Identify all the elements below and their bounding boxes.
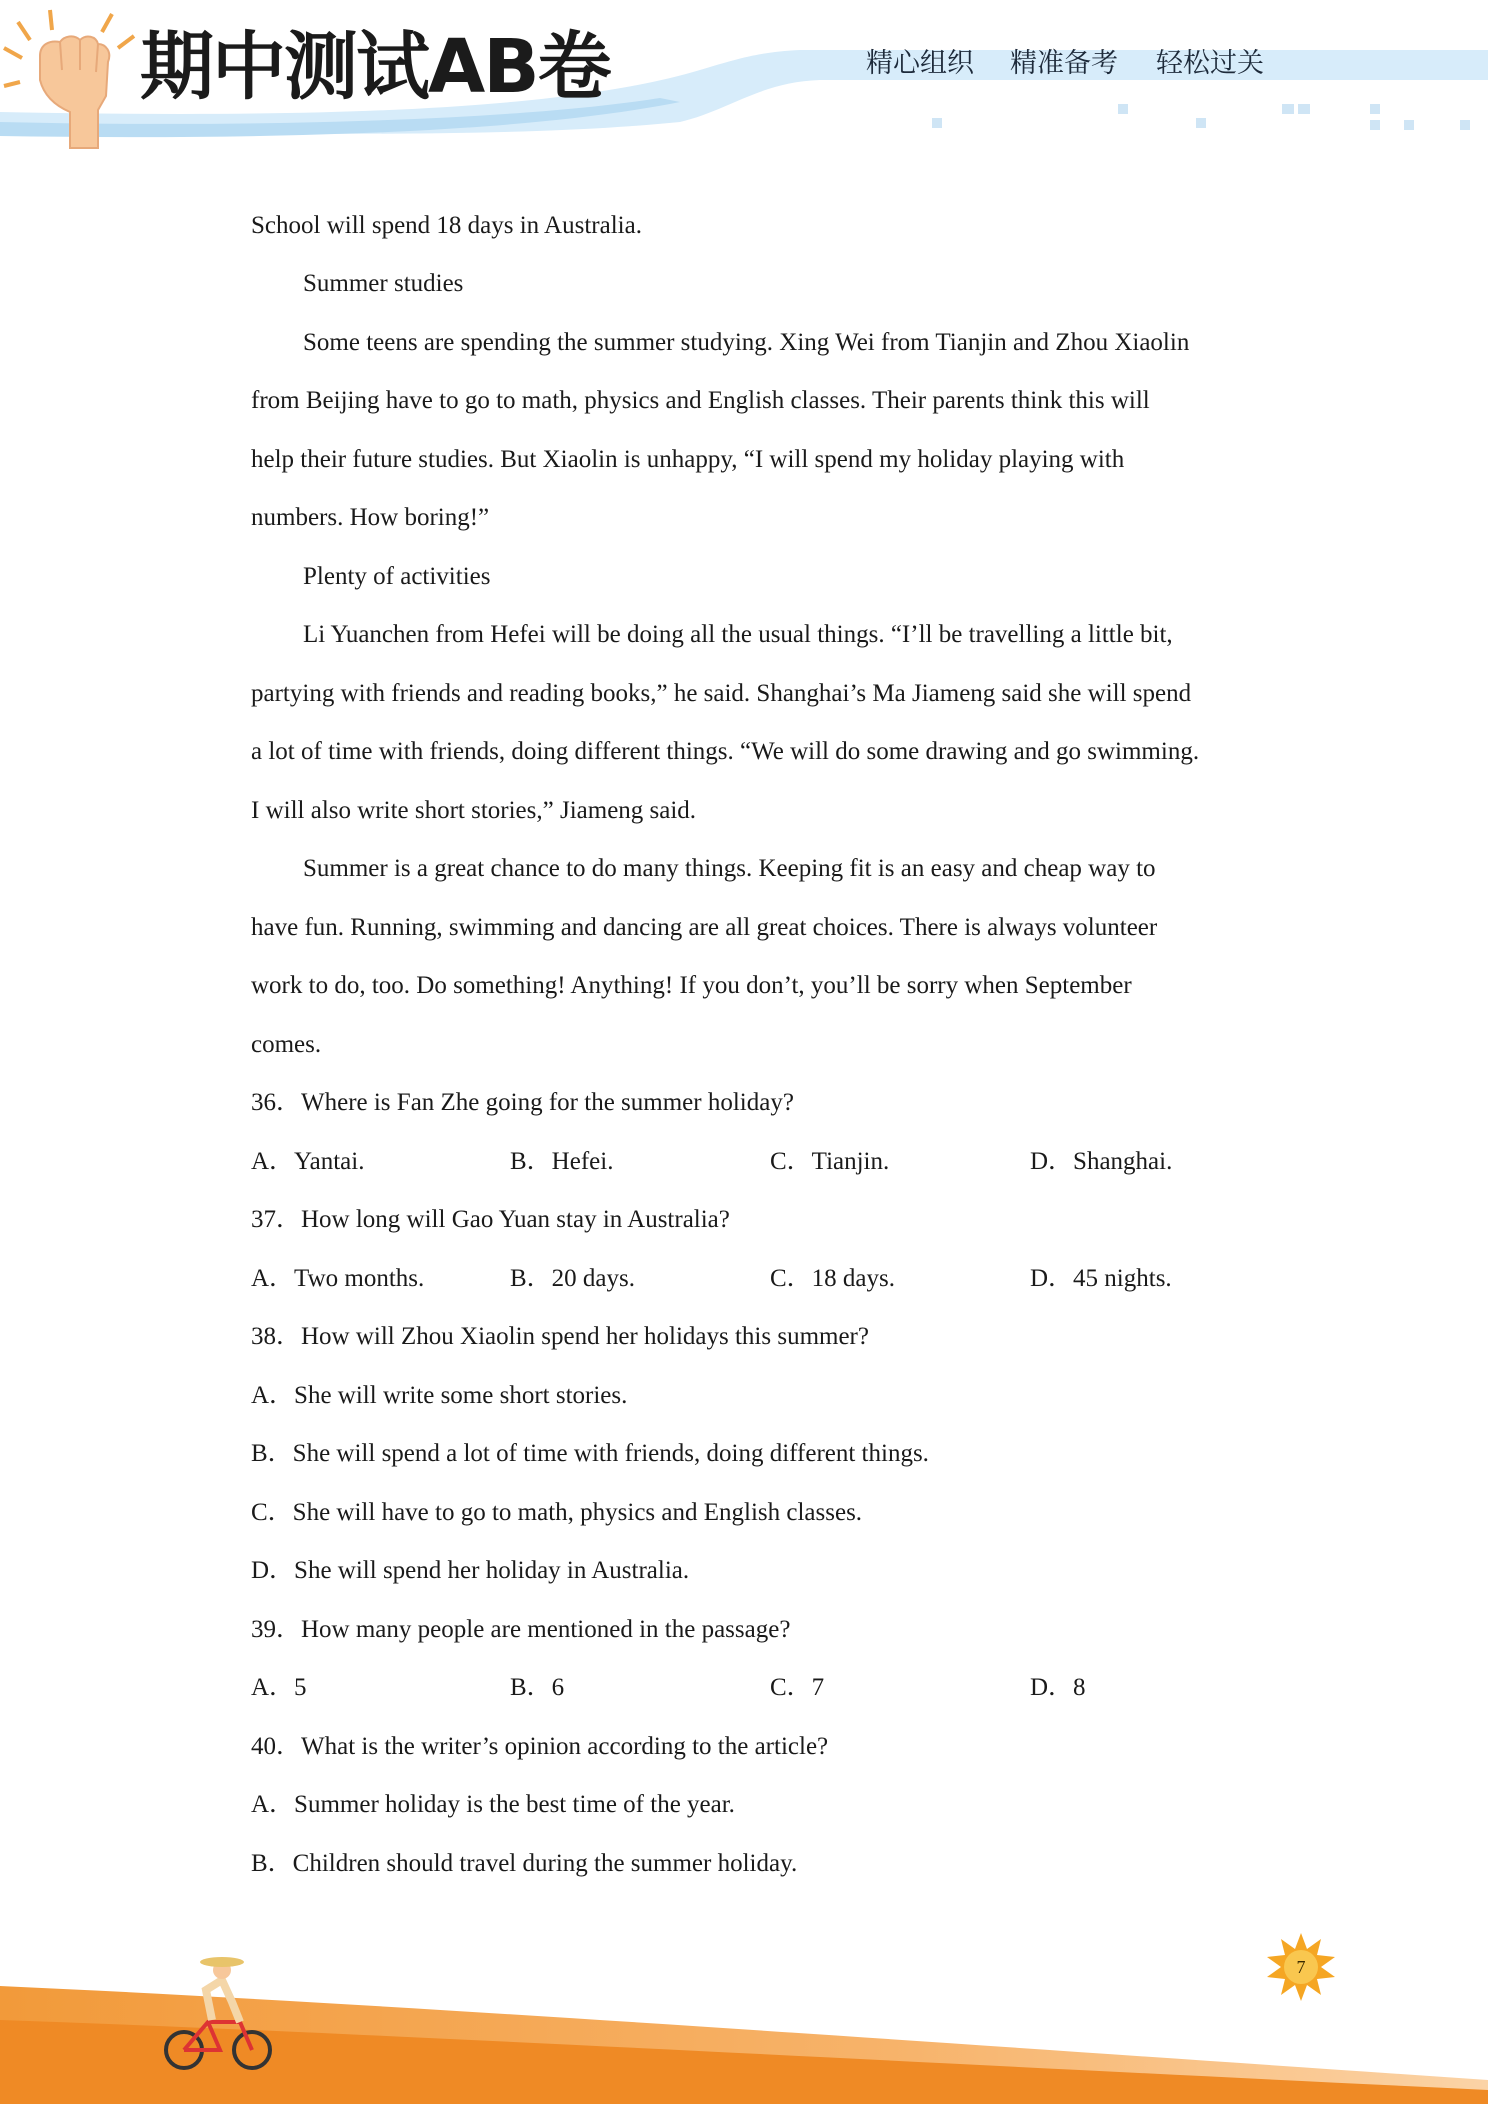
question-38-option-d[interactable]: D．She will spend her holiday in Australia. [251,1557,690,1584]
passage-line: a lot of time with friends, doing different things. “We will do some drawing and go swimming. [251,738,1200,765]
question-39-option-c[interactable]: C．7 [770,1674,825,1701]
header-slogan-3: 轻松过关 [1156,48,1264,79]
passage-line: numbers. How boring!” [251,504,490,531]
question-38-option-c[interactable]: C．She will have to go to math, physics and English classes. [251,1499,863,1526]
page-footer [0,1930,1488,2104]
header-slogan-2: 精准备考 [1010,48,1118,79]
question-39-stem: 39．How many people are mentioned in the passage? [251,1616,791,1643]
question-40-stem: 40．What is the writer’s opinion according to the article? [251,1733,829,1760]
question-36-option-d[interactable]: D．Shanghai. [1030,1148,1173,1175]
passage-line: have fun. Running, swimming and dancing are all great choices. There is always volunteer [251,914,1158,941]
question-36-option-a[interactable]: A．Yantai. [251,1148,365,1175]
passage-line: I will also write short stories,” Jiameng said. [251,797,697,824]
question-38-option-b[interactable]: B．She will spend a lot of time with friends, doing different things. [251,1440,929,1467]
section-heading: Summer studies [303,270,464,297]
passage-line: School will spend 18 days in Australia. [251,212,642,239]
question-39-option-d[interactable]: D．8 [1030,1674,1086,1701]
question-36-option-c[interactable]: C．Tianjin. [770,1148,890,1175]
question-38-option-a[interactable]: A．She will write some short stories. [251,1382,628,1409]
passage-line: help their future studies. But Xiaolin is unhappy, “I will spend my holiday playing with [251,446,1125,473]
question-40-option-a[interactable]: A．Summer holiday is the best time of the year. [251,1791,735,1818]
question-37-option-c[interactable]: C．18 days. [770,1265,896,1292]
question-36-stem: 36．Where is Fan Zhe going for the summer holiday? [251,1089,794,1116]
header-slogan-1: 精心组织 [866,48,974,79]
header-title: 期中测试AB卷 [140,24,610,110]
passage-line: comes. [251,1031,322,1058]
passage-line: from Beijing have to go to math, physics and English classes. Their parents think this will [251,387,1150,414]
question-37-stem: 37．How long will Gao Yuan stay in Australia? [251,1206,730,1233]
passage-line: Some teens are spending the summer studying. Xing Wei from Tianjin and Zhou Xiaolin [303,329,1190,356]
section-heading: Plenty of activities [303,563,491,590]
passage-line: partying with friends and reading books,” he said. Shanghai’s Ma Jiameng said she will spend [251,680,1192,707]
question-40-option-b[interactable]: B．Children should travel during the summer holiday. [251,1850,798,1877]
question-36-option-b[interactable]: B．Hefei. [510,1148,614,1175]
question-37-option-a[interactable]: A．Two months. [251,1265,425,1292]
passage-line: Summer is a great chance to do many things. Keeping fit is an easy and cheap way to [303,855,1156,882]
page-number: 7 [1296,1957,1306,1977]
question-39-option-b[interactable]: B．6 [510,1674,565,1701]
question-38-stem: 38．How will Zhou Xiaolin spend her holidays this summer? [251,1323,869,1350]
question-37-option-d[interactable]: D．45 nights. [1030,1265,1172,1292]
footer-banner-graphic [0,1930,1488,2104]
question-37-option-b[interactable]: B．20 days. [510,1265,636,1292]
question-39-option-a[interactable]: A．5 [251,1674,307,1701]
page-header [0,0,1488,160]
passage-line: work to do, too. Do something! Anything! If you don’t, you’ll be sorry when September [251,972,1132,999]
passage-line: Li Yuanchen from Hefei will be doing all the usual things. “I’ll be travelling a little bit, [303,621,1173,648]
